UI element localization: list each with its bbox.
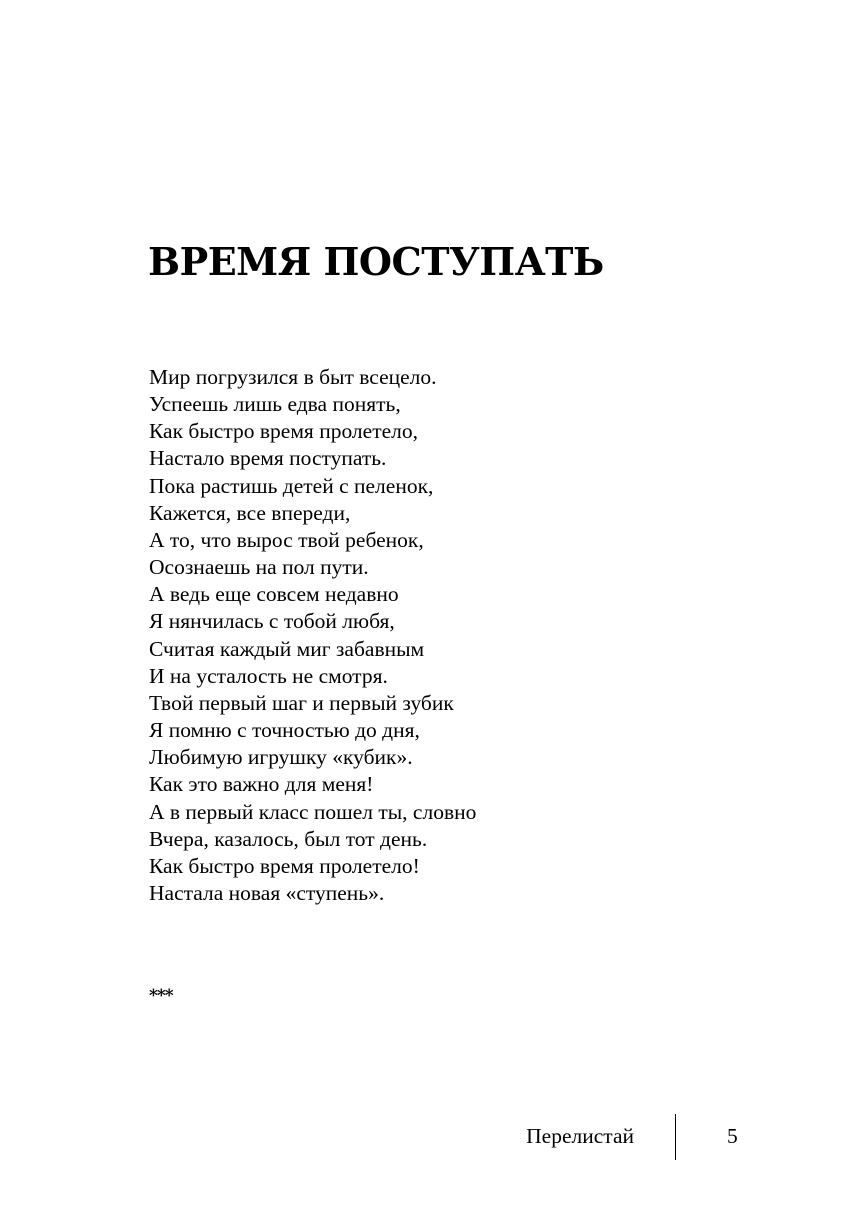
poem-body xyxy=(149,364,476,907)
page-number: 5 xyxy=(727,1124,738,1148)
poem-line: А ведь еще совсем недавно xyxy=(149,582,399,607)
poem-line: Пока растишь детей с пеленок, xyxy=(149,473,434,498)
poem-line: Успеешь лишь едва понять, xyxy=(149,392,401,417)
poem-line: Твой первый шаг и первый зубик xyxy=(149,690,454,715)
poem-line: Как быстро время пролетело, xyxy=(149,419,418,444)
poem-line: Я нянчилась с тобой любя, xyxy=(149,609,395,634)
poem-line: Кажется, все впереди, xyxy=(149,500,351,525)
poem-line: А в первый класс пошел ты, словно xyxy=(149,799,477,824)
poem-line: Настало время поступать. xyxy=(149,446,387,471)
poem-line: Любимую игрушку «кубик». xyxy=(149,745,413,770)
poem-line: Считая каждый миг забавным xyxy=(149,636,425,661)
poem-title: ВРЕМЯ ПОСТУПАТЬ xyxy=(148,239,604,284)
poem-line: Осознаешь на пол пути. xyxy=(149,555,369,580)
poem-line: Настала новая «ступень». xyxy=(149,880,385,905)
page-footer xyxy=(0,1114,856,1160)
poem-line: И на усталость не смотря. xyxy=(149,663,388,688)
running-footer-title: Перелистай xyxy=(526,1124,634,1148)
section-separator: *** xyxy=(149,986,173,1006)
poem-line: Я помню с точностью до дня, xyxy=(149,718,420,743)
footer-divider xyxy=(675,1114,676,1160)
poem-line: Как это важно для меня! xyxy=(149,772,374,797)
poem-line: Мир погрузился в быт всецело. xyxy=(149,365,437,389)
poem-line: Как быстро время пролетело! xyxy=(149,853,420,878)
poem-line: Вчера, казалось, был тот день. xyxy=(149,826,428,851)
poem-line: А то, что вырос твой ребенок, xyxy=(149,527,424,552)
